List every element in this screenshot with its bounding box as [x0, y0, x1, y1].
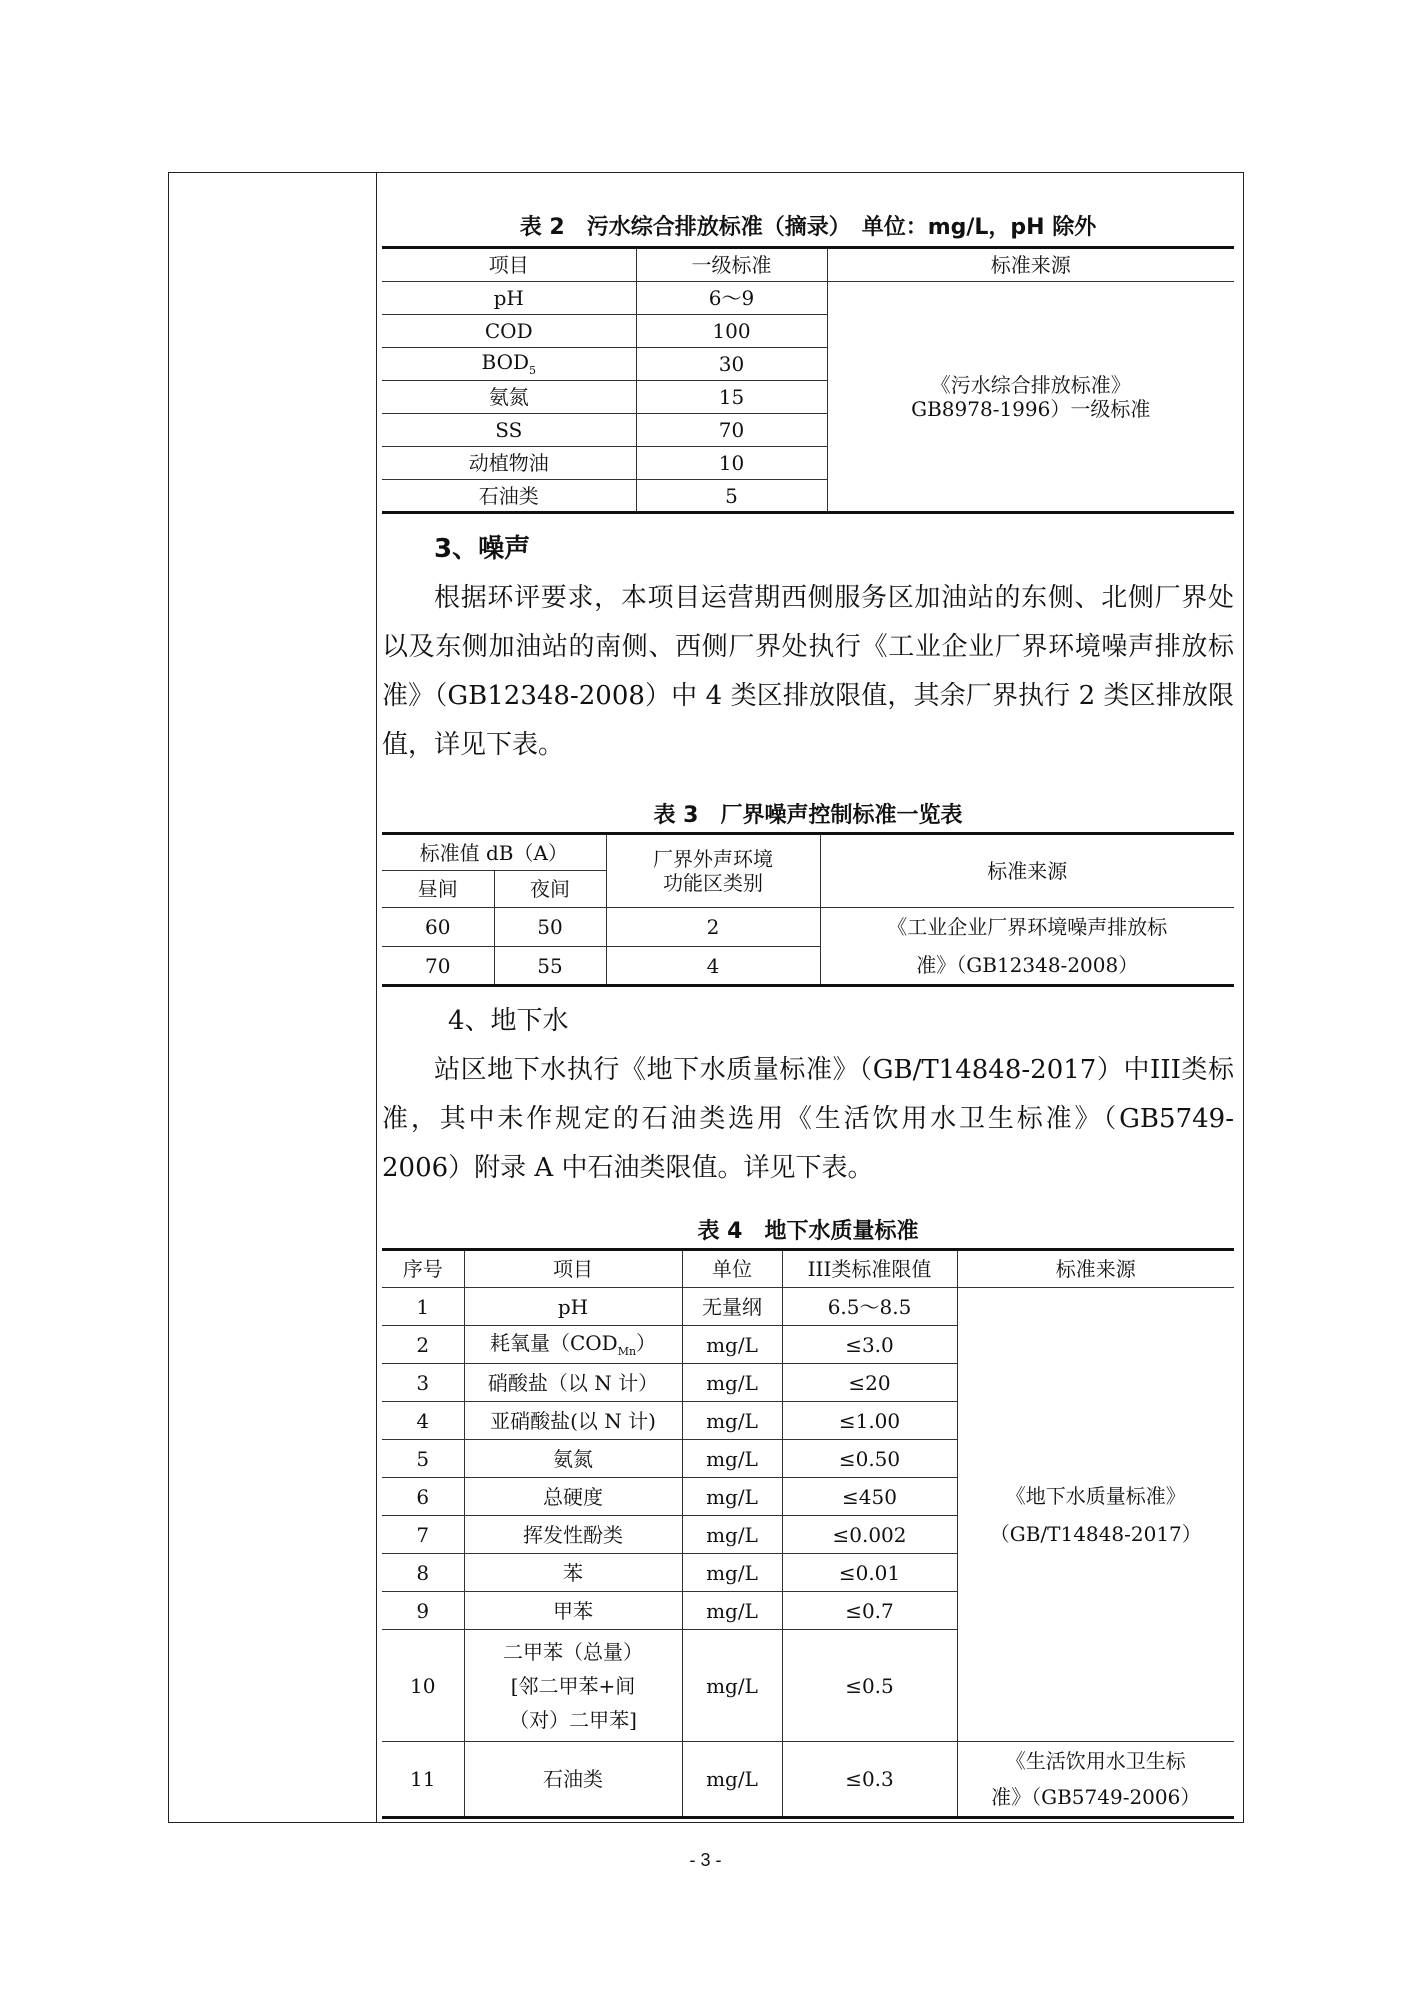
table4-item-line1: 二甲苯（总量）	[503, 1639, 643, 1664]
table3-header-zone-line1: 厂界外声环境	[653, 847, 773, 871]
table4-source2-line2: 准》（GB5749-2006）	[991, 1785, 1201, 1809]
table2-value: 30	[636, 348, 827, 381]
table4-unit: mg/L	[682, 1630, 782, 1742]
table3-source	[820, 908, 1234, 986]
table4-header-limit: III类标准限值	[782, 1250, 957, 1288]
table4-unit: mg/L	[682, 1402, 782, 1440]
table4-source1-line1: 《地下水质量标准》	[1005, 1483, 1186, 1508]
table4-limit: ≤20	[782, 1364, 957, 1402]
table2-value: 70	[636, 414, 827, 447]
table4-item	[464, 1630, 682, 1742]
table2-item: pH	[382, 282, 636, 315]
table4-limit: ≤0.002	[782, 1516, 957, 1554]
section4-paragraph: 站区地下水执行《地下水质量标准》（GB/T14848-2017）中III类标准，其中未作规定的石油类选用《生活饮用水卫生标准》（GB5749-2006）附录 A 中石油类限值。详见下表。	[382, 1055, 1234, 1183]
table4-unit: mg/L	[682, 1440, 782, 1478]
table4-header-source: 标准来源	[957, 1250, 1234, 1288]
section4-heading: 4、地下水	[448, 1006, 569, 1036]
table2-item: 动植物油	[382, 447, 636, 480]
table3-night: 50	[494, 908, 606, 947]
table2-item: SS	[382, 414, 636, 447]
table4-limit: ≤0.5	[782, 1630, 957, 1742]
table3-header-zone-line2: 功能区类别	[663, 871, 763, 895]
table2-header-source: 标准来源	[827, 248, 1234, 282]
table-row	[382, 1288, 1234, 1326]
table2-value: 15	[636, 381, 827, 414]
table3-header-night: 夜间	[494, 871, 606, 908]
table2-item: 氨氮	[382, 381, 636, 414]
table4-unit: mg/L	[682, 1516, 782, 1554]
table4-unit: mg/L	[682, 1554, 782, 1592]
table4-unit: mg/L	[682, 1592, 782, 1630]
table4-no: 1	[382, 1288, 464, 1326]
table4-item: 苯	[464, 1554, 682, 1592]
table4-unit: mg/L	[682, 1742, 782, 1818]
table4-no: 8	[382, 1554, 464, 1592]
table2-item-sub: 5	[529, 364, 536, 378]
table2-value: 100	[636, 315, 827, 348]
table4-limit: ≤0.50	[782, 1440, 957, 1478]
table4-item: 亚硝酸盐(以 N 计)	[464, 1402, 682, 1440]
table3-day: 70	[382, 947, 494, 986]
table2-value: 10	[636, 447, 827, 480]
table4-item: 氨氮	[464, 1440, 682, 1478]
table4-no: 10	[382, 1630, 464, 1742]
table2-source	[827, 282, 1234, 513]
table2-value: 5	[636, 480, 827, 513]
table4-no: 9	[382, 1592, 464, 1630]
table4-limit: ≤3.0	[782, 1326, 957, 1364]
table3	[382, 832, 1234, 987]
table3-zone: 2	[606, 908, 820, 947]
table4-item: 石油类	[464, 1742, 682, 1818]
table4-limit: 6.5～8.5	[782, 1288, 957, 1326]
table-row	[382, 282, 1234, 315]
table2-header-standard: 一级标准	[636, 248, 827, 282]
table2-source-line2: GB8978-1996）一级标准	[911, 396, 1151, 421]
table2-header-item: 项目	[382, 248, 636, 282]
table3-header-zone	[606, 834, 820, 908]
table4-source2	[957, 1742, 1234, 1818]
section3-paragraph: 根据环评要求，本项目运营期西侧服务区加油站的东侧、北侧厂界处以及东侧加油站的南侧、西侧厂界处执行《工业企业厂界环境噪声排放标准》（GB12348-2008）中 4 类区排放限值，其余厂界执行 2 类区排放限值，详见下表。	[382, 583, 1234, 760]
table3-source-line1: 《工业企业厂界环境噪声排放标	[887, 915, 1168, 939]
table4-item	[464, 1326, 682, 1364]
table4-limit: ≤1.00	[782, 1402, 957, 1440]
table-row	[382, 248, 1234, 282]
table4-item: 挥发性酚类	[464, 1516, 682, 1554]
table4-header-item: 项目	[464, 1250, 682, 1288]
table2-item: 石油类	[382, 480, 636, 513]
table4-header-unit: 单位	[682, 1250, 782, 1288]
table4-no: 2	[382, 1326, 464, 1364]
table2-item: COD	[382, 315, 636, 348]
table4-item-end: ）	[636, 1330, 657, 1355]
table3-night: 55	[494, 947, 606, 986]
table4-source1	[957, 1288, 1234, 1742]
table-row	[382, 1742, 1234, 1818]
table4-item-line3: （对）二甲苯]	[509, 1707, 637, 1732]
table4	[382, 1248, 1234, 1819]
table4-no: 11	[382, 1742, 464, 1818]
table3-day: 60	[382, 908, 494, 947]
table2-source-line1: 《污水综合排放标准》	[930, 372, 1131, 397]
table4-no: 4	[382, 1402, 464, 1440]
table2-value: 6～9	[636, 282, 827, 315]
table3-header-day: 昼间	[382, 871, 494, 908]
table-row	[382, 834, 1234, 871]
table4-unit: mg/L	[682, 1478, 782, 1516]
table2	[382, 246, 1234, 514]
table4-limit: ≤0.3	[782, 1742, 957, 1818]
table4-item-sub: Mn	[617, 1344, 637, 1358]
table4-unit: 无量纲	[682, 1288, 782, 1326]
table4-source2-line1: 《生活饮用水卫生标	[1005, 1749, 1186, 1773]
table4-item: 硝酸盐（以 N 计）	[464, 1364, 682, 1402]
table4-limit: ≤450	[782, 1478, 957, 1516]
table4-no: 5	[382, 1440, 464, 1478]
table4-limit: ≤0.01	[782, 1554, 957, 1592]
table4-unit: mg/L	[682, 1364, 782, 1402]
table4-no: 6	[382, 1478, 464, 1516]
table2-item	[382, 348, 636, 381]
section3-heading: 3、噪声	[434, 534, 531, 564]
table4-unit: mg/L	[682, 1326, 782, 1364]
table4-item: 甲苯	[464, 1592, 682, 1630]
table2-caption: 表 2 污水综合排放标准（摘录） 单位：mg/L，pH 除外	[519, 215, 1097, 240]
table4-limit: ≤0.7	[782, 1592, 957, 1630]
table4-item-main: 耗氧量（COD	[489, 1330, 618, 1355]
table3-header-source: 标准来源	[820, 834, 1234, 908]
table-row	[382, 908, 1234, 947]
table4-caption: 表 4 地下水质量标准	[697, 1219, 919, 1244]
table3-source-line2: 准》（GB12348-2008）	[916, 953, 1139, 977]
column-divider	[376, 172, 377, 1823]
table4-no: 3	[382, 1364, 464, 1402]
table4-no: 7	[382, 1516, 464, 1554]
table4-item: pH	[464, 1288, 682, 1326]
table4-item: 总硬度	[464, 1478, 682, 1516]
table3-header-std: 标准值 dB（A）	[382, 834, 606, 871]
table3-caption: 表 3 厂界噪声控制标准一览表	[653, 803, 963, 828]
table4-source1-line2: （GB/T14848-2017）	[989, 1521, 1202, 1546]
table-row	[382, 1250, 1234, 1288]
page-number: - 3 -	[689, 1850, 722, 1870]
table4-header-no: 序号	[382, 1250, 464, 1288]
table3-zone: 4	[606, 947, 820, 986]
table2-item-main: BOD	[481, 350, 529, 375]
table4-item-line2: [邻二甲苯+间	[510, 1673, 636, 1698]
